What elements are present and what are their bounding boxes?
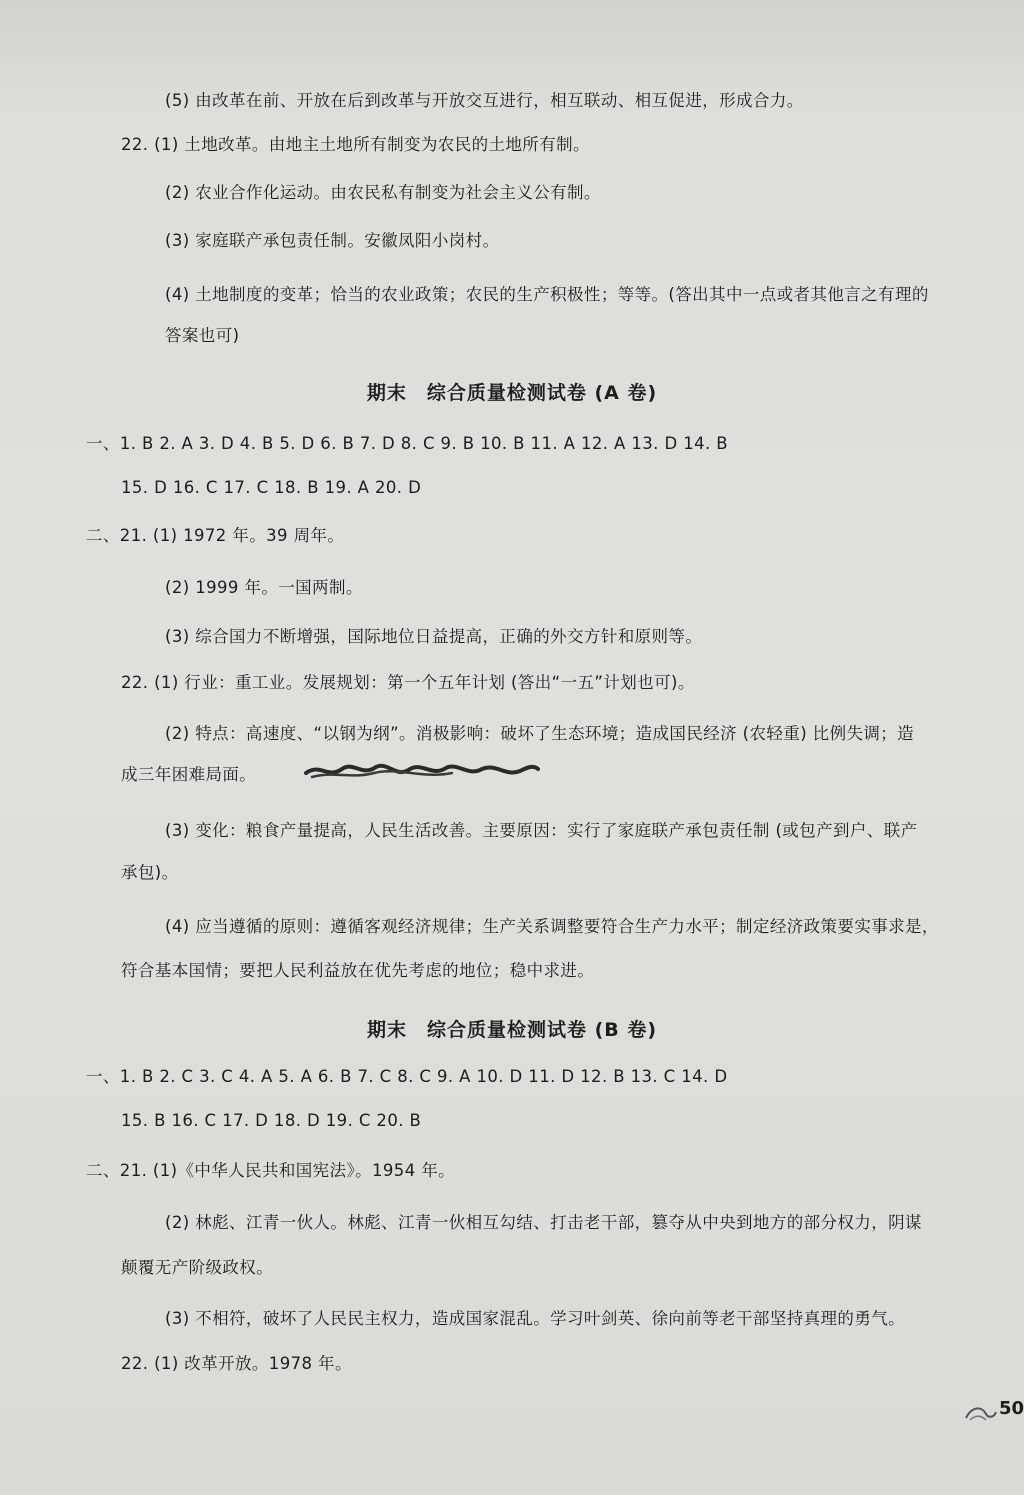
answer-line: 颠覆无产阶级政权。 xyxy=(121,1258,274,1277)
handwritten-scribble xyxy=(302,757,542,783)
answer-line: (3) 家庭联产承包责任制。安徽凤阳小岗村。 xyxy=(165,231,500,250)
choice-answers: 一、1. B 2. C 3. C 4. A 5. A 6. B 7. C 8. C 9. A 10. D 11. D 12. B 13. C 14. D xyxy=(86,1067,728,1086)
answer-line: (3) 不相符，破坏了人民民主权力，造成国家混乱。学习叶剑英、徐向前等老干部坚持真理的勇气。 xyxy=(165,1309,906,1328)
section-title-a: 期末 综合质量检测试卷 (A 卷) xyxy=(366,382,658,404)
answer-line: 符合基本国情；要把人民利益放在优先考虑的地位；稳中求进。 xyxy=(121,961,595,980)
choice-answers: 15. D 16. C 17. C 18. B 19. A 20. D xyxy=(121,478,422,497)
answer-line: 二、21. (1) 1972 年。39 周年。 xyxy=(86,526,345,545)
choice-answers: 一、1. B 2. A 3. D 4. B 5. D 6. B 7. D 8. C 9. B 10. B 11. A 12. A 13. D 14. B xyxy=(86,434,729,453)
answer-line: 成三年困难局面。 xyxy=(121,765,257,784)
answer-line: (3) 变化：粮食产量提高，人民生活改善。主要原因：实行了家庭联产承包责任制 (或包产到户、联产 xyxy=(165,821,918,840)
answer-line: 22. (1) 土地改革。由地主土地所有制变为农民的土地所有制。 xyxy=(121,135,590,154)
answer-line: 答案也可) xyxy=(165,326,240,345)
section-title-b: 期末 综合质量检测试卷 (B 卷) xyxy=(366,1019,658,1041)
choice-answers: 15. B 16. C 17. D 18. D 19. C 20. B xyxy=(121,1111,422,1130)
page-number-badge xyxy=(964,1392,1024,1432)
page-number: 50 xyxy=(998,1398,1024,1419)
answer-line: 22. (1) 改革开放。1978 年。 xyxy=(121,1354,352,1373)
answer-line: (2) 农业合作化运动。由农民私有制变为社会主义公有制。 xyxy=(165,183,601,202)
answer-line: 二、21. (1)《中华人民共和国宪法》。1954 年。 xyxy=(86,1161,456,1180)
answer-line: (4) 土地制度的变革；恰当的农业政策；农民的生产积极性；等等。(答出其中一点或者其他言之有理的 xyxy=(165,285,929,304)
answer-line: (3) 综合国力不断增强，国际地位日益提高，正确的外交方针和原则等。 xyxy=(165,627,703,646)
answer-line: (2) 特点：高速度、“以钢为纲”。消极影响：破坏了生态环境；造成国民经济 (农轻重) 比例失调；造 xyxy=(165,724,915,743)
answer-line: 22. (1) 行业：重工业。发展规划：第一个五年计划 (答出“一五”计划也可)。 xyxy=(121,673,695,692)
answer-line: (5) 由改革在前、开放在后到改革与开放交互进行，相互联动、相互促进，形成合力。 xyxy=(165,91,804,110)
answer-line: 承包)。 xyxy=(121,863,179,882)
answer-line: (4) 应当遵循的原则：遵循客观经济规律；生产关系调整要符合生产力水平；制定经济政策要实事求是， xyxy=(165,917,939,936)
decorative-swirl-icon xyxy=(964,1402,998,1424)
answer-line: (2) 1999 年。一国两制。 xyxy=(165,578,363,597)
answer-line: (2) 林彪、江青一伙人。林彪、江青一伙相互勾结、打击老干部，篡夺从中央到地方的部分权力，阴谋 xyxy=(165,1213,922,1232)
